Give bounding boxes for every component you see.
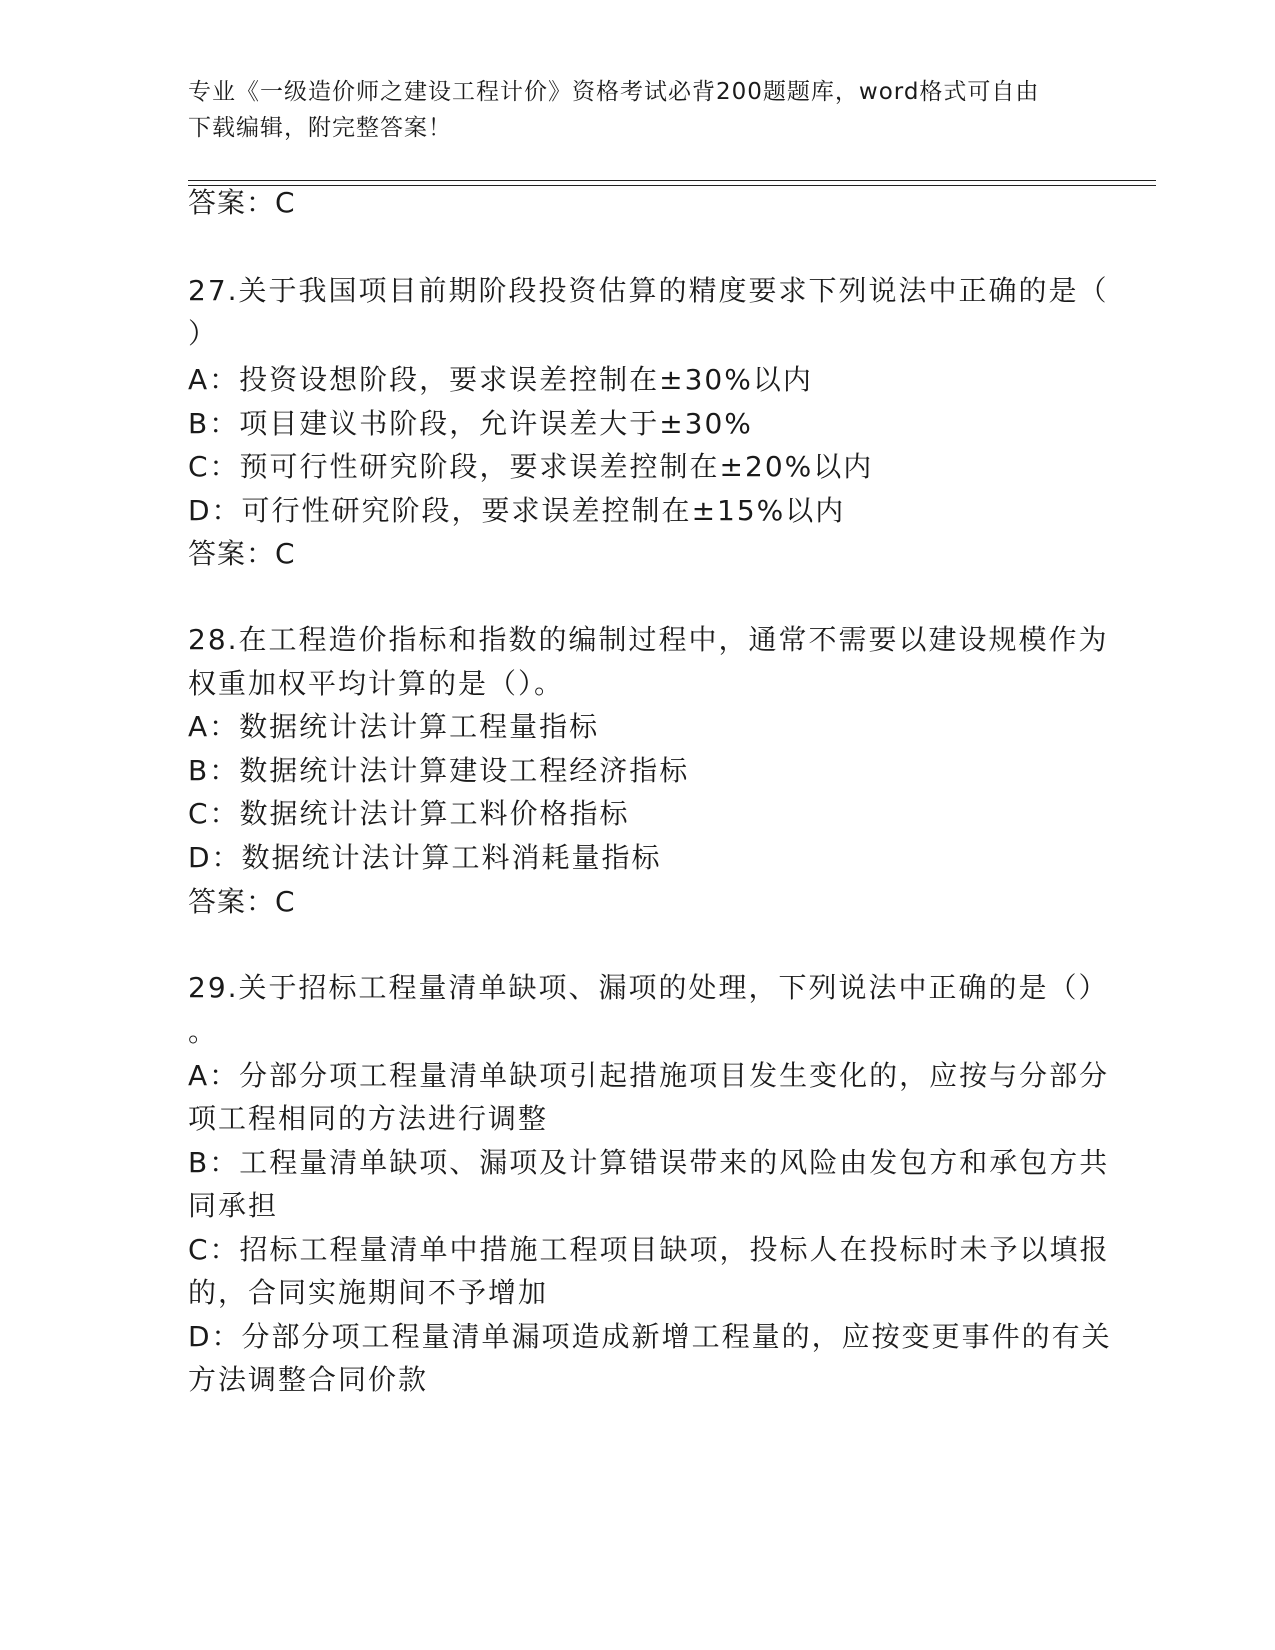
q28-text-cont: 权重加权平均计算的是（）。: [188, 667, 565, 700]
q29-option-b: B：工程量清单缺项、漏项及计算错误带来的风险由发包方和承包方共: [188, 1146, 1110, 1179]
previous-answer: 答案：C: [188, 186, 296, 219]
q29-text-cont: 。: [188, 1015, 219, 1048]
q29-option-b-cont: 同承担: [188, 1189, 279, 1222]
document-header: [188, 74, 1068, 146]
header-rule-top: [188, 180, 1156, 181]
q28-text: 28.在工程造价指标和指数的编制过程中，通常不需要以建设规模作为: [188, 623, 1109, 656]
q28-option-c: C：数据统计法计算工料价格指标: [188, 797, 630, 830]
q27-text-cont: ）: [188, 317, 219, 350]
q28-option-a: A：数据统计法计算工程量指标: [188, 710, 600, 743]
q27-option-a: A：投资设想阶段，要求误差控制在±30%以内: [188, 363, 813, 396]
q27-option-d: D：可行性研究阶段，要求误差控制在±15%以内: [188, 494, 846, 527]
q29-option-a-cont: 项工程相同的方法进行调整: [188, 1102, 549, 1135]
q28-option-b: B：数据统计法计算建设工程经济指标: [188, 754, 690, 787]
q29-option-d: D：分部分项工程量清单漏项造成新增工程量的，应按变更事件的有关: [188, 1320, 1112, 1353]
q29-option-d-cont: 方法调整合同价款: [188, 1363, 429, 1396]
q27-option-b: B：项目建议书阶段，允许误差大于±30%: [188, 407, 753, 440]
q29-option-c-cont: 的，合同实施期间不予增加: [188, 1276, 549, 1309]
header-rule-bottom: [188, 185, 1156, 186]
q27-option-c: C：预可行性研究阶段，要求误差控制在±20%以内: [188, 450, 874, 483]
q28-answer: 答案：C: [188, 885, 296, 918]
q29-option-a: A：分部分项工程量清单缺项引起措施项目发生变化的，应按与分部分: [188, 1059, 1110, 1092]
header-line-1: 专业《一级造价师之建设工程计价》资格考试必背200题题库，word格式可自由: [188, 79, 1040, 105]
q29-option-c: C：招标工程量清单中措施工程项目缺项，投标人在投标时未予以填报: [188, 1233, 1110, 1266]
q27-answer: 答案：C: [188, 537, 296, 570]
q27-text: 27.关于我国项目前期阶段投资估算的精度要求下列说法中正确的是（: [188, 274, 1109, 307]
header-line-2: 下载编辑，附完整答案！: [188, 115, 452, 141]
q29-text: 29.关于招标工程量清单缺项、漏项的处理，下列说法中正确的是（）: [188, 971, 1109, 1004]
q28-option-d: D：数据统计法计算工料消耗量指标: [188, 841, 662, 874]
